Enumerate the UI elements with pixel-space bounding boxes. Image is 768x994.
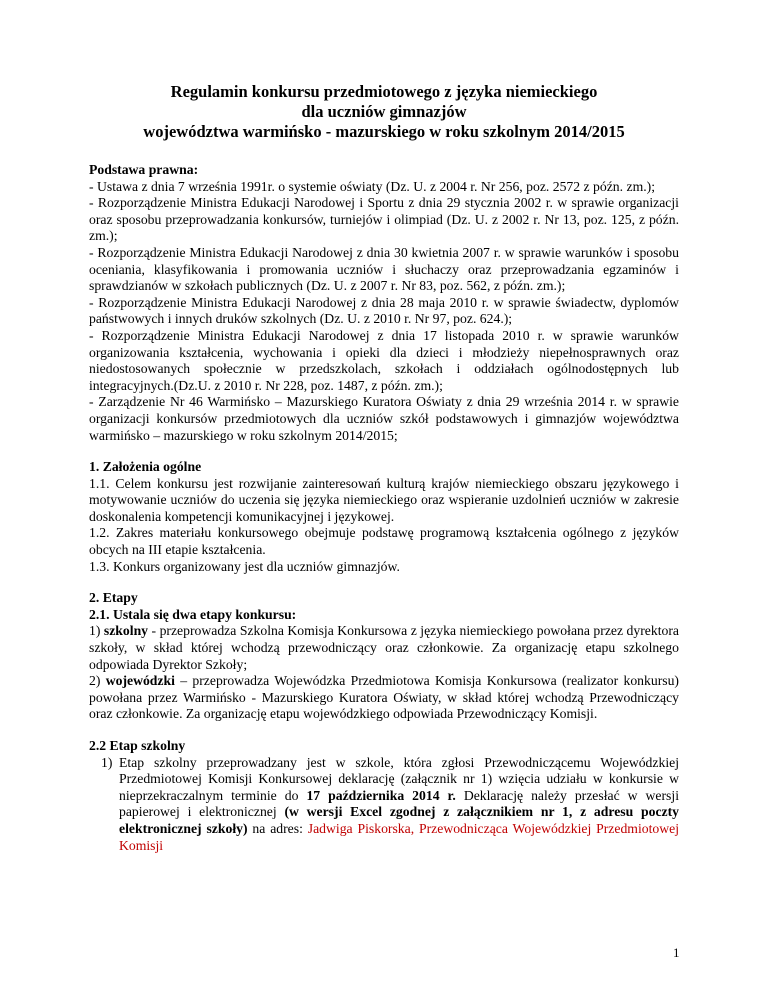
section-2 — [89, 590, 679, 723]
stage-regional-prefix: 2) — [89, 673, 106, 689]
section-1-item: 1.1. Celem konkursu jest rozwijanie zainteresowań kulturą krajów niemieckiego obszaru językowego i motywowanie uczniów do uczenia się języka niemieckiego oraz wspieranie uzdolnień uczniów w zakresie doskonalenia kompetencji komunikacyjnej i językowej. — [89, 475, 679, 524]
section-2-heading: 2. Etapy — [89, 590, 138, 606]
legal-item: - Rozporządzenie Ministra Edukacji Narodowej z dnia 28 maja 2010 r. w sprawie świadectw, dyplomów państwowych i innych druków szkolnych (Dz. U. z 2010 r. Nr 97, poz. 624.); — [89, 294, 679, 327]
school-stage-text — [119, 755, 679, 855]
stage-school-text: - przeprowadza Szkolna Komisja Konkursowa z języka niemieckiego powołana przez dyrektora szkoły, w skład której wchodzą przewodniczący oraz członkowie. Za organizację etapu szkolnego odpowiada Dyrektor Szkoły; — [89, 623, 680, 672]
section-2-subheading: 2.1. Ustala się dwa etapy konkursu: — [89, 606, 297, 622]
legal-basis-section — [89, 162, 679, 444]
section-2-2 — [89, 738, 679, 854]
address-text: Jadwiga Piskorska, Przewodnicząca Wojewódzkiej Przedmiotowej Komisji — [119, 820, 679, 853]
stage-school-prefix: 1) — [89, 623, 104, 639]
school-stage-list-item — [89, 755, 679, 855]
section-1-heading: 1. Założenia ogólne — [89, 459, 202, 475]
legal-item: - Zarządzenie Nr 46 Warmińsko – Mazurskiego Kuratora Oświaty z dnia 29 września 2014 r. w sprawie organizacji konkursów przedmiotowych dla uczniów szkół podstawowych i gimnazjów województwa warmińsko – mazurskiego w roku szkolnym 2014/2015; — [89, 394, 679, 443]
deadline-date: 17 października 2014 r. — [306, 787, 456, 803]
legal-item: - Rozporządzenie Ministra Edukacji Narodowej z dnia 17 listopada 2010 r. w sprawie warunków organizowania kształcenia, wychowania i opieki dla dzieci i młodzieży niepełnosprawnych oraz niedostosowanych społecznie w przedszkolach, szkołach i oddziałach ogólnodostępnych lub integracyjnych.(Dz.U. z 2010 r. Nr 228, poz. 1487, z późn. zm.); — [89, 327, 679, 393]
title-line-1: Regulamin konkursu przedmiotowego z języka niemieckiego — [170, 82, 598, 101]
section-1-item: 1.3. Konkurs organizowany jest dla uczniów gimnazjów. — [89, 558, 400, 574]
legal-item: - Rozporządzenie Ministra Edukacji Narodowej z dnia 30 kwietnia 2007 r. w sprawie warunków i sposobu oceniania, klasyfikowania i promowania uczniów i słuchaczy oraz przeprowadzania egzaminów i sprawdzianów w szkołach publicznych (Dz. U. z 2007 r. Nr 83, poz. 562, z późn. zm.); — [89, 244, 679, 294]
title-line-2: dla uczniów gimnazjów — [301, 102, 467, 121]
stage-school-label: szkolny — [103, 623, 149, 639]
school-stage-text-part: Deklarację należy przesłać w wersji papierowej i elektronicznej — [119, 787, 679, 820]
format-note: (w wersji Excel zgodnej z załącznikiem nr 1, z adresu poczty elektronicznej szkoły) — [119, 804, 679, 836]
school-stage-text-part: Etap szkolny przeprowadzany jest w szkole, która zgłosi Przewodniczącemu Wojewódzkiej Przedmiotowej Komisji Konkursowej deklarację (załącznik nr 1) wzięcia udziału w konkursie w nieprzekraczalnym terminie do — [119, 754, 679, 803]
stage-regional-label: wojewódzki — [105, 673, 175, 689]
section-1-item: 1.2. Zakres materiału konkursowego obejmuje podstawę programową kształcenia ogólnego z języków obcych na III etapie kształcenia. — [89, 525, 679, 558]
title-line-3: województwa warmińsko - mazurskiego w roku szkolnym 2014/2015 — [143, 122, 625, 141]
legal-basis-heading: Podstawa prawna: — [89, 162, 199, 177]
page-number: 1 — [673, 945, 680, 960]
legal-item: - Ustawa z dnia 7 września 1991r. o systemie oświaty (Dz. U. z 2004 r. Nr 256, poz. 2572 z późn. zm.); — [89, 178, 655, 194]
stage-regional-item — [89, 673, 679, 723]
stage-regional-text: – przeprowadza Wojewódzka Przedmiotowa Komisja Konkursowa (realizator konkursu) powołana przez Warmińsko - Mazurskiego Kuratora Oświaty, w skład której wchodzą Przewodniczący oraz członkowie. Za organizację etapu wojewódzkiego odpowiada Przewodniczący Komisji. — [89, 673, 679, 722]
list-item-number: 1) — [101, 754, 113, 770]
legal-item: - Rozporządzenie Ministra Edukacji Narodowej i Sportu z dnia 29 stycznia 2002 r. w sprawie organizacji oraz sposobu przeprowadzania konkursów, turniejów i olimpiad (Dz. U. z 2002 r. Nr 13, poz. 125, z późn. zm.); — [89, 195, 679, 244]
section-1 — [89, 459, 679, 575]
school-stage-text-part: na adres: — [247, 820, 308, 836]
section-2-2-heading: 2.2 Etap szkolny — [89, 738, 186, 753]
stage-school-item — [89, 623, 679, 673]
document-title — [89, 82, 679, 142]
document-page — [89, 82, 679, 869]
